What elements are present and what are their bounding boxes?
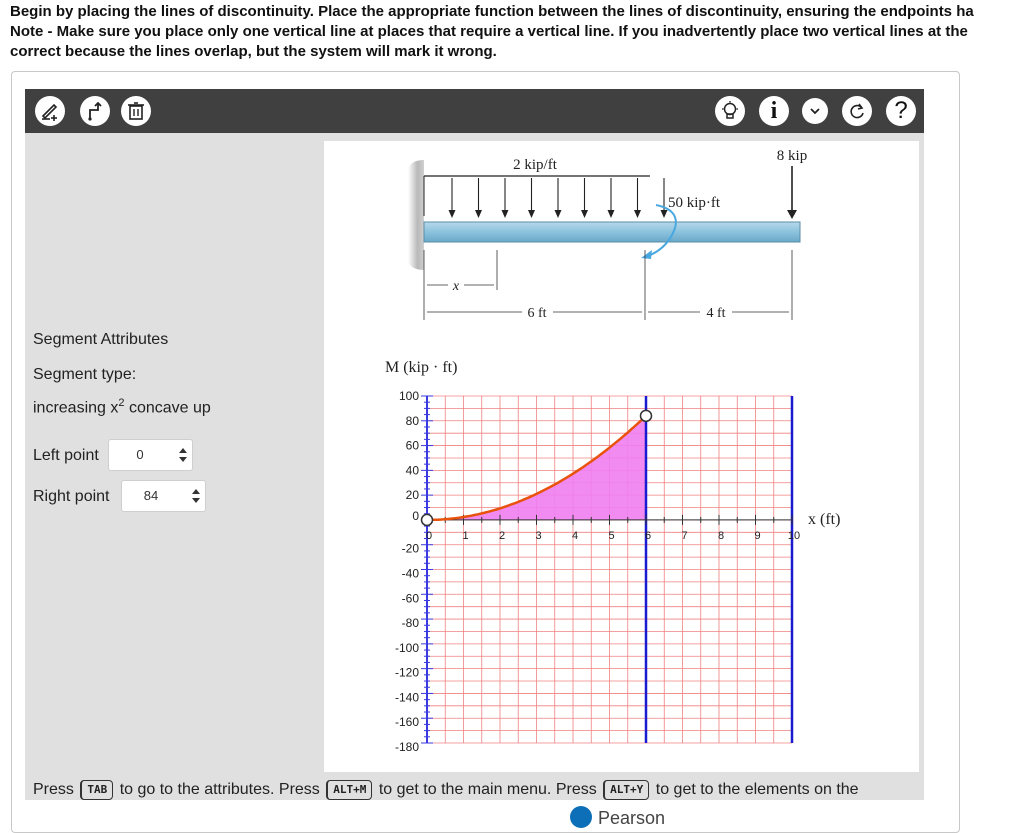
y-tick-label: 60 [405, 438, 419, 453]
dim1-label: 6 ft [527, 306, 547, 321]
endpoint-handle[interactable] [422, 514, 433, 525]
y-tick-label: -180 [394, 740, 419, 754]
x-tick-label: 4 [571, 529, 579, 542]
instruction-line-2: Note - Make sure you place only one vertical line at places that require a vertical line. If you inadvertently place two vertical lines at the [10, 23, 968, 40]
left-point-value: 0 [136, 447, 144, 462]
y-tick-label: -60 [401, 591, 419, 606]
y-tick-label: -160 [394, 715, 419, 730]
key-alt-m: ALT+M [326, 780, 372, 800]
y-tick-labels [395, 389, 419, 754]
x-dim-label: x [452, 279, 460, 294]
dim2-label: 4 ft [706, 306, 726, 321]
y-tick-label: -40 [401, 566, 419, 581]
point-load-label: 8 kip [776, 148, 808, 164]
left-point-label: Left point [33, 447, 99, 464]
x-tick-label: 8 [717, 529, 725, 542]
instruction-line-3: correct because the lines overlap, but the system will mark it wrong. [10, 43, 497, 60]
x-axis-title: x (ft) [808, 511, 841, 528]
right-point-label: Right point [33, 488, 110, 505]
y-tick-label: -140 [394, 690, 419, 705]
x-tick-label: 1 [462, 529, 469, 542]
x-tick-label: 6 [644, 529, 652, 542]
x-tick-label: 10 [787, 529, 801, 542]
right-point-value: 84 [143, 488, 159, 503]
help-icon[interactable]: ? [886, 96, 916, 126]
x-tick-label: 3 [535, 529, 542, 542]
key-alt-y: ALT+Y [603, 780, 649, 800]
keyboard-help: Press TAB to go to the attributes. Press ALT+M to get to the main menu. Press ALT+Y to get to the elements on the [33, 781, 859, 798]
x-tick-label: 0 [425, 529, 433, 542]
y-tick-label: 20 [405, 488, 419, 503]
segment-type-label: Segment type: [33, 366, 137, 383]
endpoint-handle[interactable] [641, 410, 652, 421]
pearson-brand: Pearson [598, 808, 666, 828]
x-tick-label: 9 [754, 529, 761, 542]
segment-attributes-heading: Segment Attributes [33, 331, 169, 348]
moment-label: 50 kip·ft [668, 195, 721, 211]
y-tick-label: -20 [401, 541, 419, 556]
key-tab: TAB [80, 780, 113, 800]
y-tick-label: 100 [398, 389, 419, 403]
y-tick-label: -80 [401, 616, 419, 631]
x-tick-label: 2 [498, 529, 506, 542]
y-tick-label: 80 [405, 413, 419, 428]
y-tick-label: 40 [405, 463, 419, 478]
y-tick-label: 0 [412, 508, 419, 523]
x-tick-label: 5 [608, 529, 615, 542]
y-axis-title: M (kip · ft) [385, 359, 458, 376]
x-tick-label: 7 [681, 529, 688, 542]
y-tick-label: -120 [394, 665, 419, 680]
segment-type-value: increasing $x^2$ concave up [33, 397, 211, 417]
y-tick-label: -100 [394, 640, 419, 655]
load-label: 2 kip/ft [513, 157, 557, 173]
info-icon[interactable]: i [759, 96, 789, 126]
instruction-line-1: Begin by placing the lines of discontinuity. Place the appropriate function between the lines of discontinuity, ensuring the endpoints ha [10, 3, 974, 20]
pearson-logo-icon [570, 806, 592, 828]
